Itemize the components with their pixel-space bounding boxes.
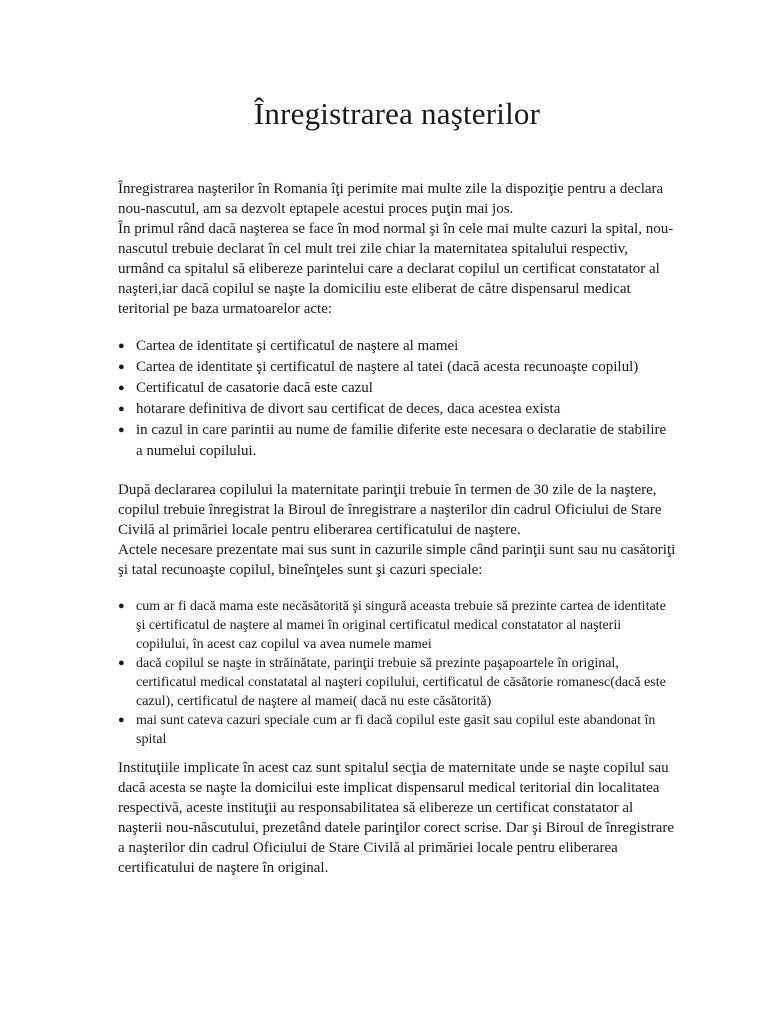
bullet-icon: ●	[118, 382, 125, 394]
bullet-icon: ●	[118, 424, 125, 436]
paragraph-intro: Înregistrarea naşterilor în Romania îţi perimite mai multe zile la dispoziţie pentru a declara nou-nascutul, am sa dezvolt eptapele acestui proces puţin mai jos.	[118, 181, 664, 217]
document-body	[118, 179, 676, 878]
list-item-text: Certificatul de casatorie dacă este cazul	[136, 380, 373, 396]
paragraph-first: În primul rând dacă naşterea se face în mod normal şi în cele mai multe cazuri la spital, nou-nascutul trebuie declarat în cel mult trei zile chiar la maternitatea spitalului respectiv, urmând ca spitalul să elibereze parintelui care a declarat copilul un certificat constatator al naşteri,iar dacă copilul se naşte la domiciliu este eliberat de către dispensarul medicat teritorial pe baza urmatoarelor acte:	[118, 221, 674, 317]
list-item-text: hotarare definitiva de divort sau certificat de deces, daca acestea exista	[136, 401, 561, 417]
bullet-icon: ●	[118, 600, 125, 612]
list-item	[118, 378, 676, 399]
list-item-text: Cartea de identitate şi certificatul de naştere al mamei	[136, 338, 459, 354]
list-item	[118, 399, 676, 420]
paragraph-after-list: După declararea copilului la maternitate parinţii trebuie în termen de 30 zile de la naştere, copilul trebuie înregistrat la Biroul de înregistrare a naşterilor din cadrul Oficiului de Stare Civilă al primăriei locale pentru eliberarea certificatului de naştere.	[118, 482, 662, 538]
list-item	[118, 654, 676, 711]
paragraph-special-cases-intro: Actele necesare prezentate mai sus sunt in cazurile simple când parinţii sunt sau nu casătoriţi şi tatal recunoaşte copilul, bineînţeles sunt şi cazuri speciale:	[118, 542, 676, 578]
list-item-text: mai sunt cateva cazuri speciale cum ar fi dacă copilul este gasit sau copilul este abandonat în spital	[136, 713, 656, 747]
list-item-text: cum ar fi dacă mama este necăsătorită şi singură aceasta trebuie să prezinte cartea de identitate şi certificatul de naştere al mamei în original certificatul medical constatator al naşterii copilului, în acest caz copilul va avea numele mamei	[136, 599, 666, 652]
list-item-text: in cazul in care parintii au nume de familie diferite este necesara o declaratie de stabilire a numelui copilului.	[136, 422, 667, 459]
bullet-icon: ●	[118, 361, 125, 373]
list-item	[118, 420, 676, 462]
bullet-icon: ●	[118, 657, 125, 669]
list-item	[118, 711, 676, 749]
list-item-text: dacă copilul se naşte in străinătate, parinţii trebuie să prezinte paşapoartele în original, certificatul medical constatatal al naşteri copilului, certificatul de căsătorie romanesc(dacă este cazul), certificatul de naştere al mamei( dacă nu este căsătorită)	[136, 656, 666, 709]
list-item	[118, 357, 676, 378]
required-documents-list	[118, 336, 676, 462]
list-item-text: Cartea de identitate şi certificatul de naştere al tatei (dacă acesta recunoaşte copilul)	[136, 359, 639, 375]
list-item	[118, 336, 676, 357]
bullet-icon: ●	[118, 403, 125, 415]
bullet-icon: ●	[118, 714, 125, 726]
paragraph-closing: Instituţiile implicate în acest caz sunt spitalul secţia de maternitate unde se naşte copilul sau dacă acesta se naşte la domicilui este implicat dispensarul medical teritorial din localitatea respectivă, aceste instituţii au responsabilitatea să elibereze un certificat constatator al naşterii nou-născutului, prezetând datele parinţilor corect scrise. Dar şi Biroul de înregistrare a naşterilor din cadrul Oficiului de Stare Civilă al primăriei locale pentru eliberarea certificatului de naştere în original.	[118, 760, 675, 876]
special-cases-list	[118, 597, 676, 749]
bullet-icon: ●	[118, 340, 125, 352]
list-item	[118, 597, 676, 654]
page-title: Înregistrarea naşterilor	[253, 96, 541, 131]
